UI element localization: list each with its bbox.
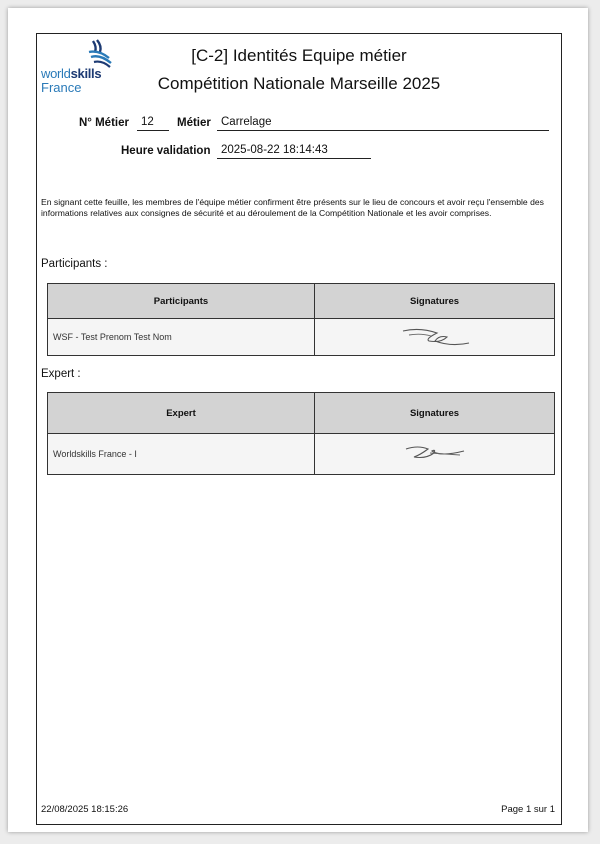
participant-signature — [315, 319, 555, 356]
participants-column-header: Participants — [48, 284, 315, 319]
participant-name: WSF - Test Prenom Test Nom — [48, 319, 315, 356]
logo-brand: worldskills — [41, 66, 102, 81]
intro-paragraph: En signant cette feuille, les membres de l'équipe métier confirment être présents sur le lieu de concours et avoir reçu l'ensemble des informations relatives aux consignes de sécurité et au déroulement de la Compétition Nationale et les avoir comprises. — [41, 197, 544, 218]
participants-heading: Participants : — [41, 258, 108, 270]
heure-validation-label: Heure validation — [121, 145, 211, 157]
document-frame — [36, 33, 562, 825]
metier-number-value: 12 — [137, 116, 169, 131]
signatures-column-header: Signatures — [315, 393, 555, 434]
metier-number-label: N° Métier — [79, 117, 129, 129]
logo-country: France — [41, 80, 82, 95]
page-number: Page 1 sur 1 — [501, 804, 555, 815]
expert-heading: Expert : — [41, 368, 81, 380]
metier-label: Métier — [177, 117, 211, 129]
expert-table — [47, 392, 555, 475]
document-page — [8, 8, 588, 832]
heure-validation-value: 2025-08-22 18:14:43 — [217, 144, 371, 159]
document-subtitle: Compétition Nationale Marseille 2025 — [157, 74, 441, 93]
printed-timestamp: 22/08/2025 18:15:26 — [41, 804, 129, 815]
participants-table — [47, 283, 555, 356]
expert-signature — [315, 434, 555, 475]
table-row — [48, 319, 555, 356]
handwritten-signature-icon — [395, 321, 475, 351]
table-row — [48, 434, 555, 475]
signatures-column-header: Signatures — [315, 284, 555, 319]
metier-value: Carrelage — [217, 116, 549, 131]
document-title: [C-2] Identités Equipe métier — [191, 46, 407, 65]
expert-column-header: Expert — [48, 393, 315, 434]
table-header-row — [48, 393, 555, 434]
table-header-row — [48, 284, 555, 319]
handwritten-signature-icon — [400, 441, 470, 465]
expert-name: Worldskills France - I — [48, 434, 315, 475]
